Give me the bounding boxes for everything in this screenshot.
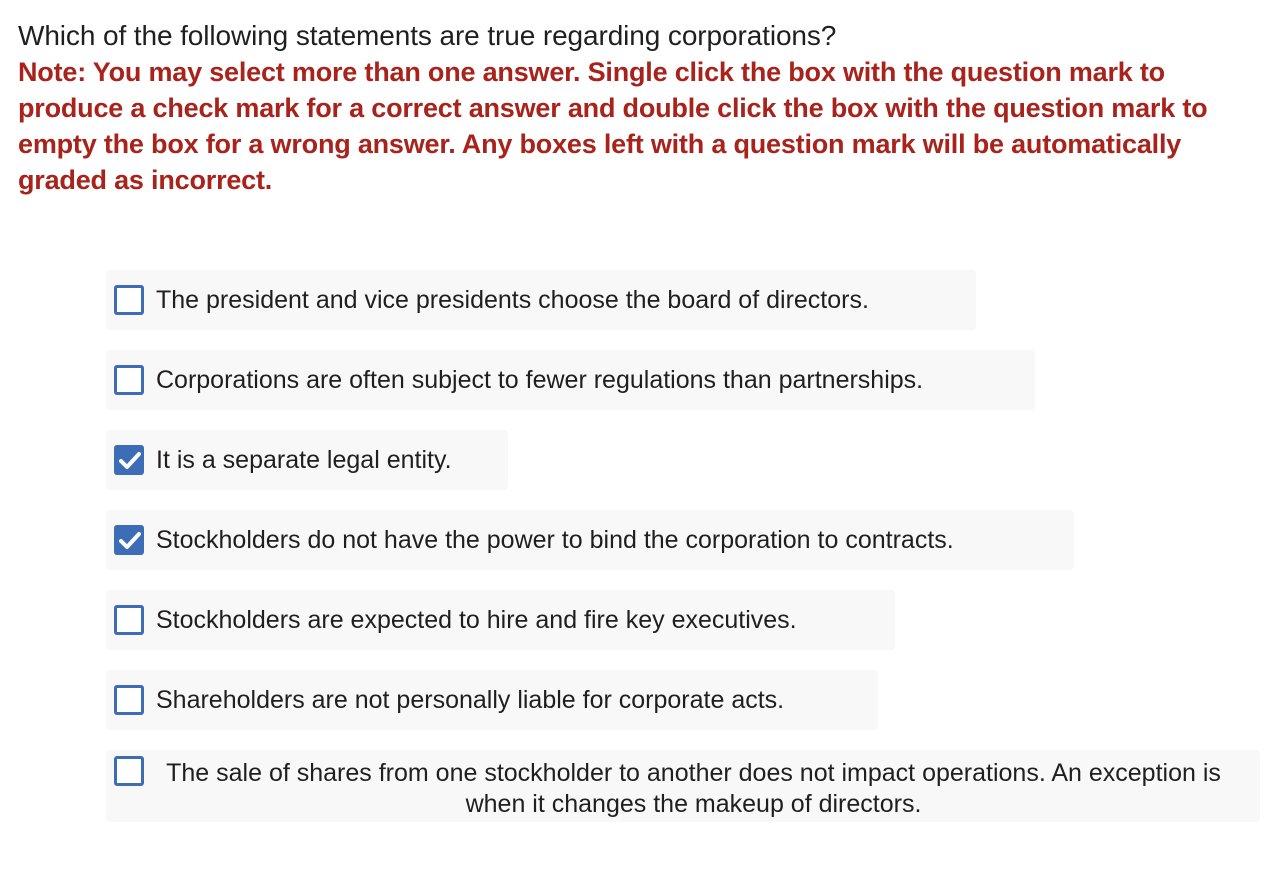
checkbox-unchecked-icon[interactable] [114,365,144,395]
option-6[interactable] [106,670,878,730]
checkbox-unchecked-icon[interactable] [114,685,144,715]
option-label: Stockholders do not have the power to bind the corporation to contracts. [156,526,954,554]
question-prompt: Which of the following statements are true regarding corporations? [18,20,837,51]
checkbox-checked-icon[interactable] [114,445,144,475]
checkbox-unchecked-icon[interactable] [114,285,144,315]
checkbox-unchecked-icon[interactable] [114,756,144,786]
option-7[interactable] [106,750,1260,822]
option-label: The sale of shares from one stockholder to another does not impact operations. An exception is when it changes the makeup of directors. [166,759,1221,818]
check-mark-icon [119,451,141,471]
option-5[interactable] [106,590,895,650]
option-label: Stockholders are expected to hire and fire key executives. [156,606,797,634]
option-1[interactable] [106,270,976,330]
option-label: The president and vice presidents choose the board of directors. [156,286,869,314]
option-2[interactable] [106,350,1035,410]
option-3[interactable] [106,430,508,490]
check-mark-icon [119,531,141,551]
checkbox-unchecked-icon[interactable] [114,605,144,635]
question-block [18,18,1258,198]
option-4[interactable] [106,510,1074,570]
option-label: Shareholders are not personally liable for corporate acts. [156,686,785,714]
question-note: Note: You may select more than one answer. Single click the box with the question mark to produce a check mark for a correct answer and double click the box with the question mark to empty the box for a wrong answer. Any boxes left with a question mark will be automatically graded as incorrect. [18,57,1208,195]
option-label: Corporations are often subject to fewer regulations than partnerships. [156,366,924,394]
option-label: It is a separate legal entity. [156,446,452,474]
checkbox-checked-icon[interactable] [114,525,144,555]
